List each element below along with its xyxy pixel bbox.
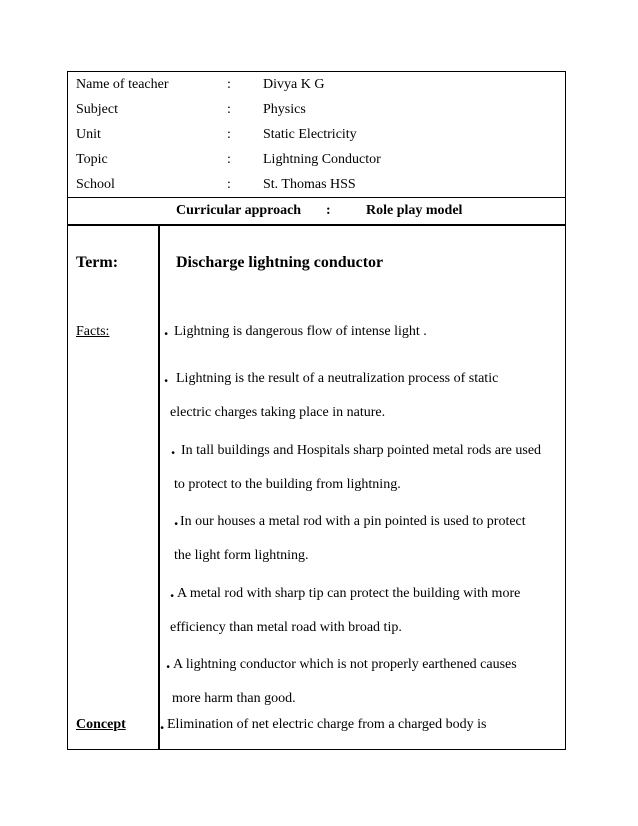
- info-separator: :: [227, 77, 231, 92]
- info-separator: :: [227, 177, 231, 192]
- fact-bullet: .: [171, 439, 176, 458]
- info-value: St. Thomas HSS: [263, 177, 356, 192]
- column-divider: [158, 226, 160, 750]
- info-label: Subject: [76, 102, 118, 117]
- info-separator: :: [227, 127, 231, 142]
- fact-line: electric charges taking place in nature.: [170, 405, 386, 420]
- section-divider: [67, 197, 566, 198]
- fact-line: to protect to the building from lightning.: [174, 477, 401, 492]
- info-label: School: [76, 177, 115, 192]
- concept-text: Elimination of net electric charge from a charged body is: [167, 717, 487, 732]
- term-label: Term:: [76, 254, 119, 271]
- approach-separator: :: [326, 203, 331, 218]
- info-value: Divya K G: [263, 77, 325, 92]
- fact-line: In our houses a metal rod with a pin pointed is used to protect: [180, 514, 526, 529]
- info-separator: :: [227, 152, 231, 167]
- fact-bullet: .: [164, 367, 169, 386]
- concept-label: Concept: [76, 717, 126, 732]
- fact-line: In tall buildings and Hospitals sharp pointed metal rods are used: [181, 443, 542, 458]
- approach-value: Role play model: [366, 203, 463, 218]
- info-separator: :: [227, 102, 231, 117]
- facts-label: Facts:: [76, 324, 110, 339]
- info-value: Lightning Conductor: [263, 152, 381, 167]
- fact-line: the light form lightning.: [174, 548, 309, 563]
- fact-line: efficiency than metal road with broad tip.: [170, 620, 402, 635]
- info-label: Name of teacher: [76, 77, 169, 92]
- term-value: Discharge lightning conductor: [176, 254, 384, 271]
- fact-bullet: .: [170, 582, 175, 601]
- info-value: Physics: [263, 102, 306, 117]
- fact-bullet: .: [164, 320, 169, 339]
- fact-bullet: .: [166, 653, 171, 672]
- info-label: Topic: [76, 152, 108, 167]
- fact-line: more harm than good.: [172, 691, 296, 706]
- fact-line: A lightning conductor which is not properly earthened causes: [173, 657, 517, 672]
- info-label: Unit: [76, 127, 101, 142]
- fact-bullet: .: [174, 510, 179, 529]
- fact-line: A metal rod with sharp tip can protect the building with more: [177, 586, 521, 601]
- info-value: Static Electricity: [263, 127, 357, 142]
- concept-bullet: .: [160, 714, 165, 733]
- fact-line: Lightning is dangerous flow of intense light .: [174, 324, 427, 339]
- fact-line: Lightning is the result of a neutralization process of static: [176, 371, 499, 386]
- approach-label: Curricular approach: [176, 203, 302, 218]
- section-divider-thick: [67, 224, 566, 226]
